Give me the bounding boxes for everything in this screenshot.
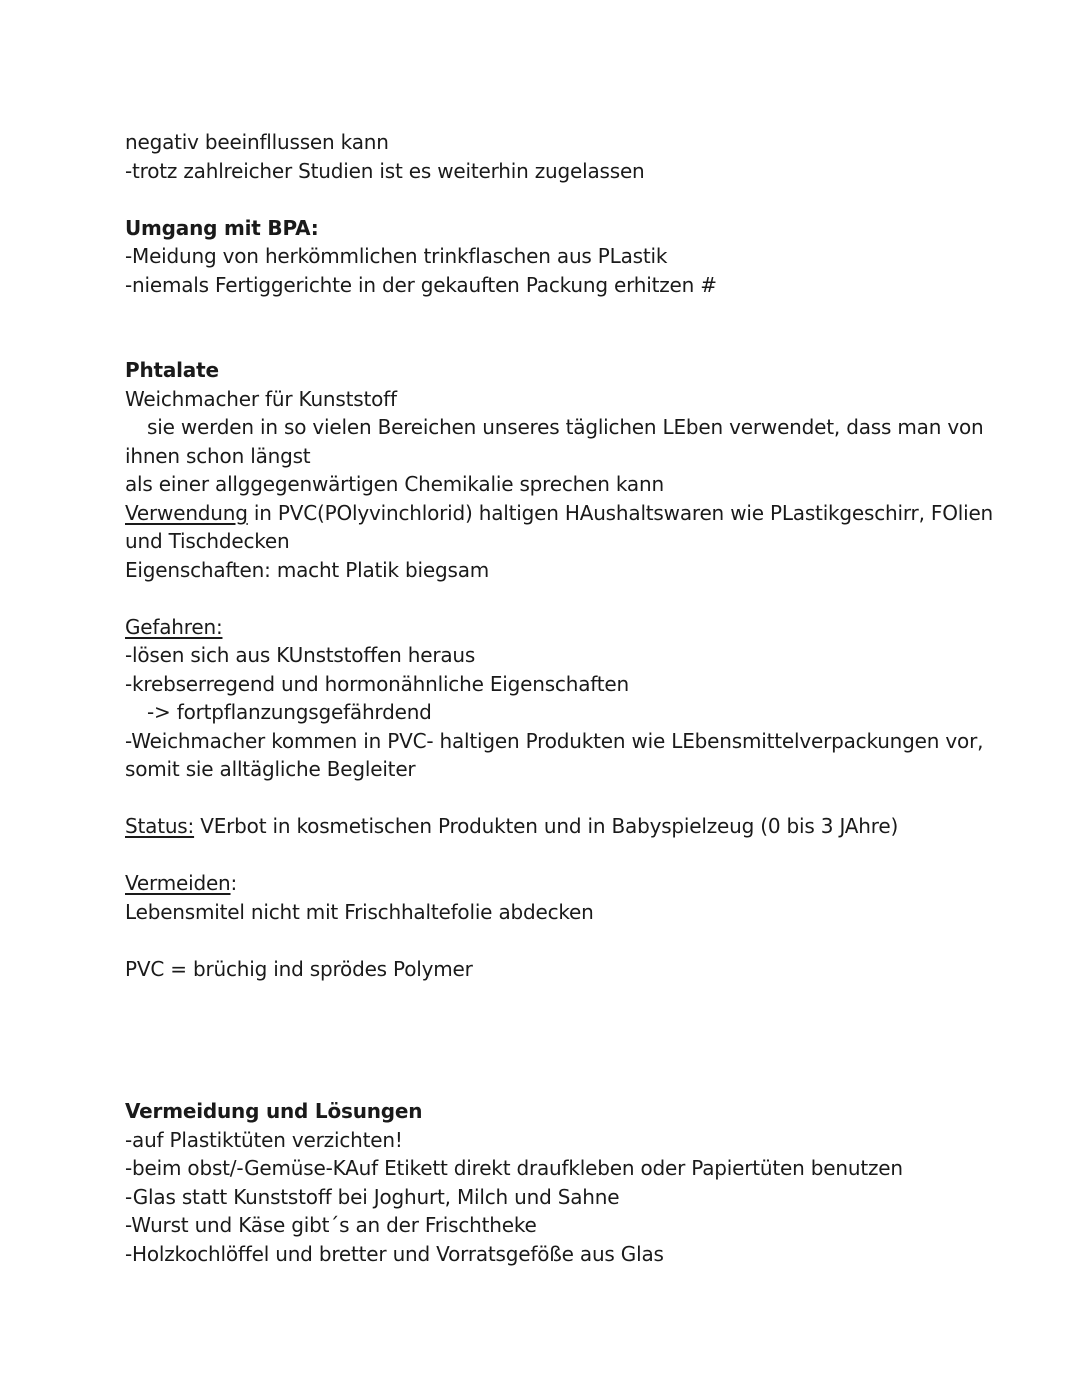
gefahren-item: -lösen sich aus KUnststoffen heraus: [125, 643, 476, 667]
vermeiden-label: Vermeiden: [125, 871, 231, 895]
spacer: [125, 841, 965, 870]
spacer: [125, 983, 965, 1097]
verwendung-text: in PVC(POlyvinchlorid) haltigen HAushaltswaren wie PLastikgeschirr, FOlien: [247, 500, 994, 525]
bpa-heading: Umgang mit BPA:: [125, 215, 319, 240]
pvc-note: PVC = brüchig ind sprödes Polymer: [125, 956, 473, 981]
phtalate-paragraph: sie werden in so vielen Bereichen unseres täglichen LEben verwendet, dass man von: [147, 415, 984, 439]
gefahren-label-line: [125, 613, 965, 642]
spacer: [125, 926, 965, 955]
loesungen-item: -auf Plastiktüten verzichten!: [125, 1127, 403, 1152]
verwendung-continuation: und Tischdecken: [125, 529, 290, 553]
spacer: [125, 185, 965, 214]
phtalate-paragraph: als einer allggegenwärtigen Chemikalie sprechen kann: [125, 472, 664, 496]
vermeiden-label-line: [125, 869, 965, 898]
status-text: VErbot in kosmetischen Produkten und in Babyspielzeug (0 bis 3 JAhre): [194, 814, 899, 838]
phtalate-heading: Phtalate: [125, 358, 219, 382]
document-body: [125, 128, 994, 1268]
loesungen-heading: Vermeidung und Lösungen: [125, 1099, 423, 1123]
loesungen-item: -Glas statt Kunststoff bei Joghurt, Milch und Sahne: [125, 1184, 620, 1209]
gefahren-label: Gefahren:: [125, 614, 223, 639]
bpa-item: -niemals Fertiggerichte in der gekauften Packung erhitzen #: [125, 272, 717, 297]
phtalate-paragraph: ihnen schon längst: [125, 443, 311, 468]
intro-line: -trotz zahlreicher Studien ist es weiterhin zugelassen: [125, 158, 645, 183]
gefahren-subitem: -> fortpflanzungsgefährdend: [147, 700, 432, 724]
loesungen-item: -Wurst und Käse gibt´s an der Frischtheke: [125, 1213, 537, 1237]
verwendung-line: [125, 499, 994, 528]
spacer: [125, 784, 965, 813]
status-line: [125, 812, 965, 841]
gefahren-item-continuation: somit sie alltägliche Begleiter: [125, 757, 416, 781]
spacer: [125, 584, 965, 613]
eigenschaften-line: Eigenschaften: macht Platik biegsam: [125, 557, 490, 582]
vermeiden-colon: :: [230, 871, 238, 895]
gefahren-item: -krebserregend und hormonähnliche Eigenschaften: [125, 671, 629, 696]
verwendung-label: Verwendung: [125, 500, 248, 525]
loesungen-item: -beim obst/-Gemüse-KAuf Etikett direkt draufkleben oder Papiertüten benutzen: [125, 1156, 903, 1180]
intro-line: negativ beeinfllussen kann: [125, 130, 389, 154]
status-label: Status:: [125, 814, 195, 838]
vermeiden-text: Lebensmitel nicht mit Frischhaltefolie abdecken: [125, 899, 594, 924]
bpa-item: -Meidung von herkömmlichen trinkflaschen aus PLastik: [125, 244, 668, 268]
spacer: [125, 299, 965, 356]
phtalate-subtitle: Weichmacher für Kunststoff: [125, 386, 397, 411]
loesungen-item: -Holzkochlöffel und bretter und Vorratsgeföße aus Glas: [125, 1241, 664, 1266]
gefahren-item: -Weichmacher kommen in PVC- haltigen Produkten wie LEbensmittelverpackungen vor,: [125, 728, 984, 753]
